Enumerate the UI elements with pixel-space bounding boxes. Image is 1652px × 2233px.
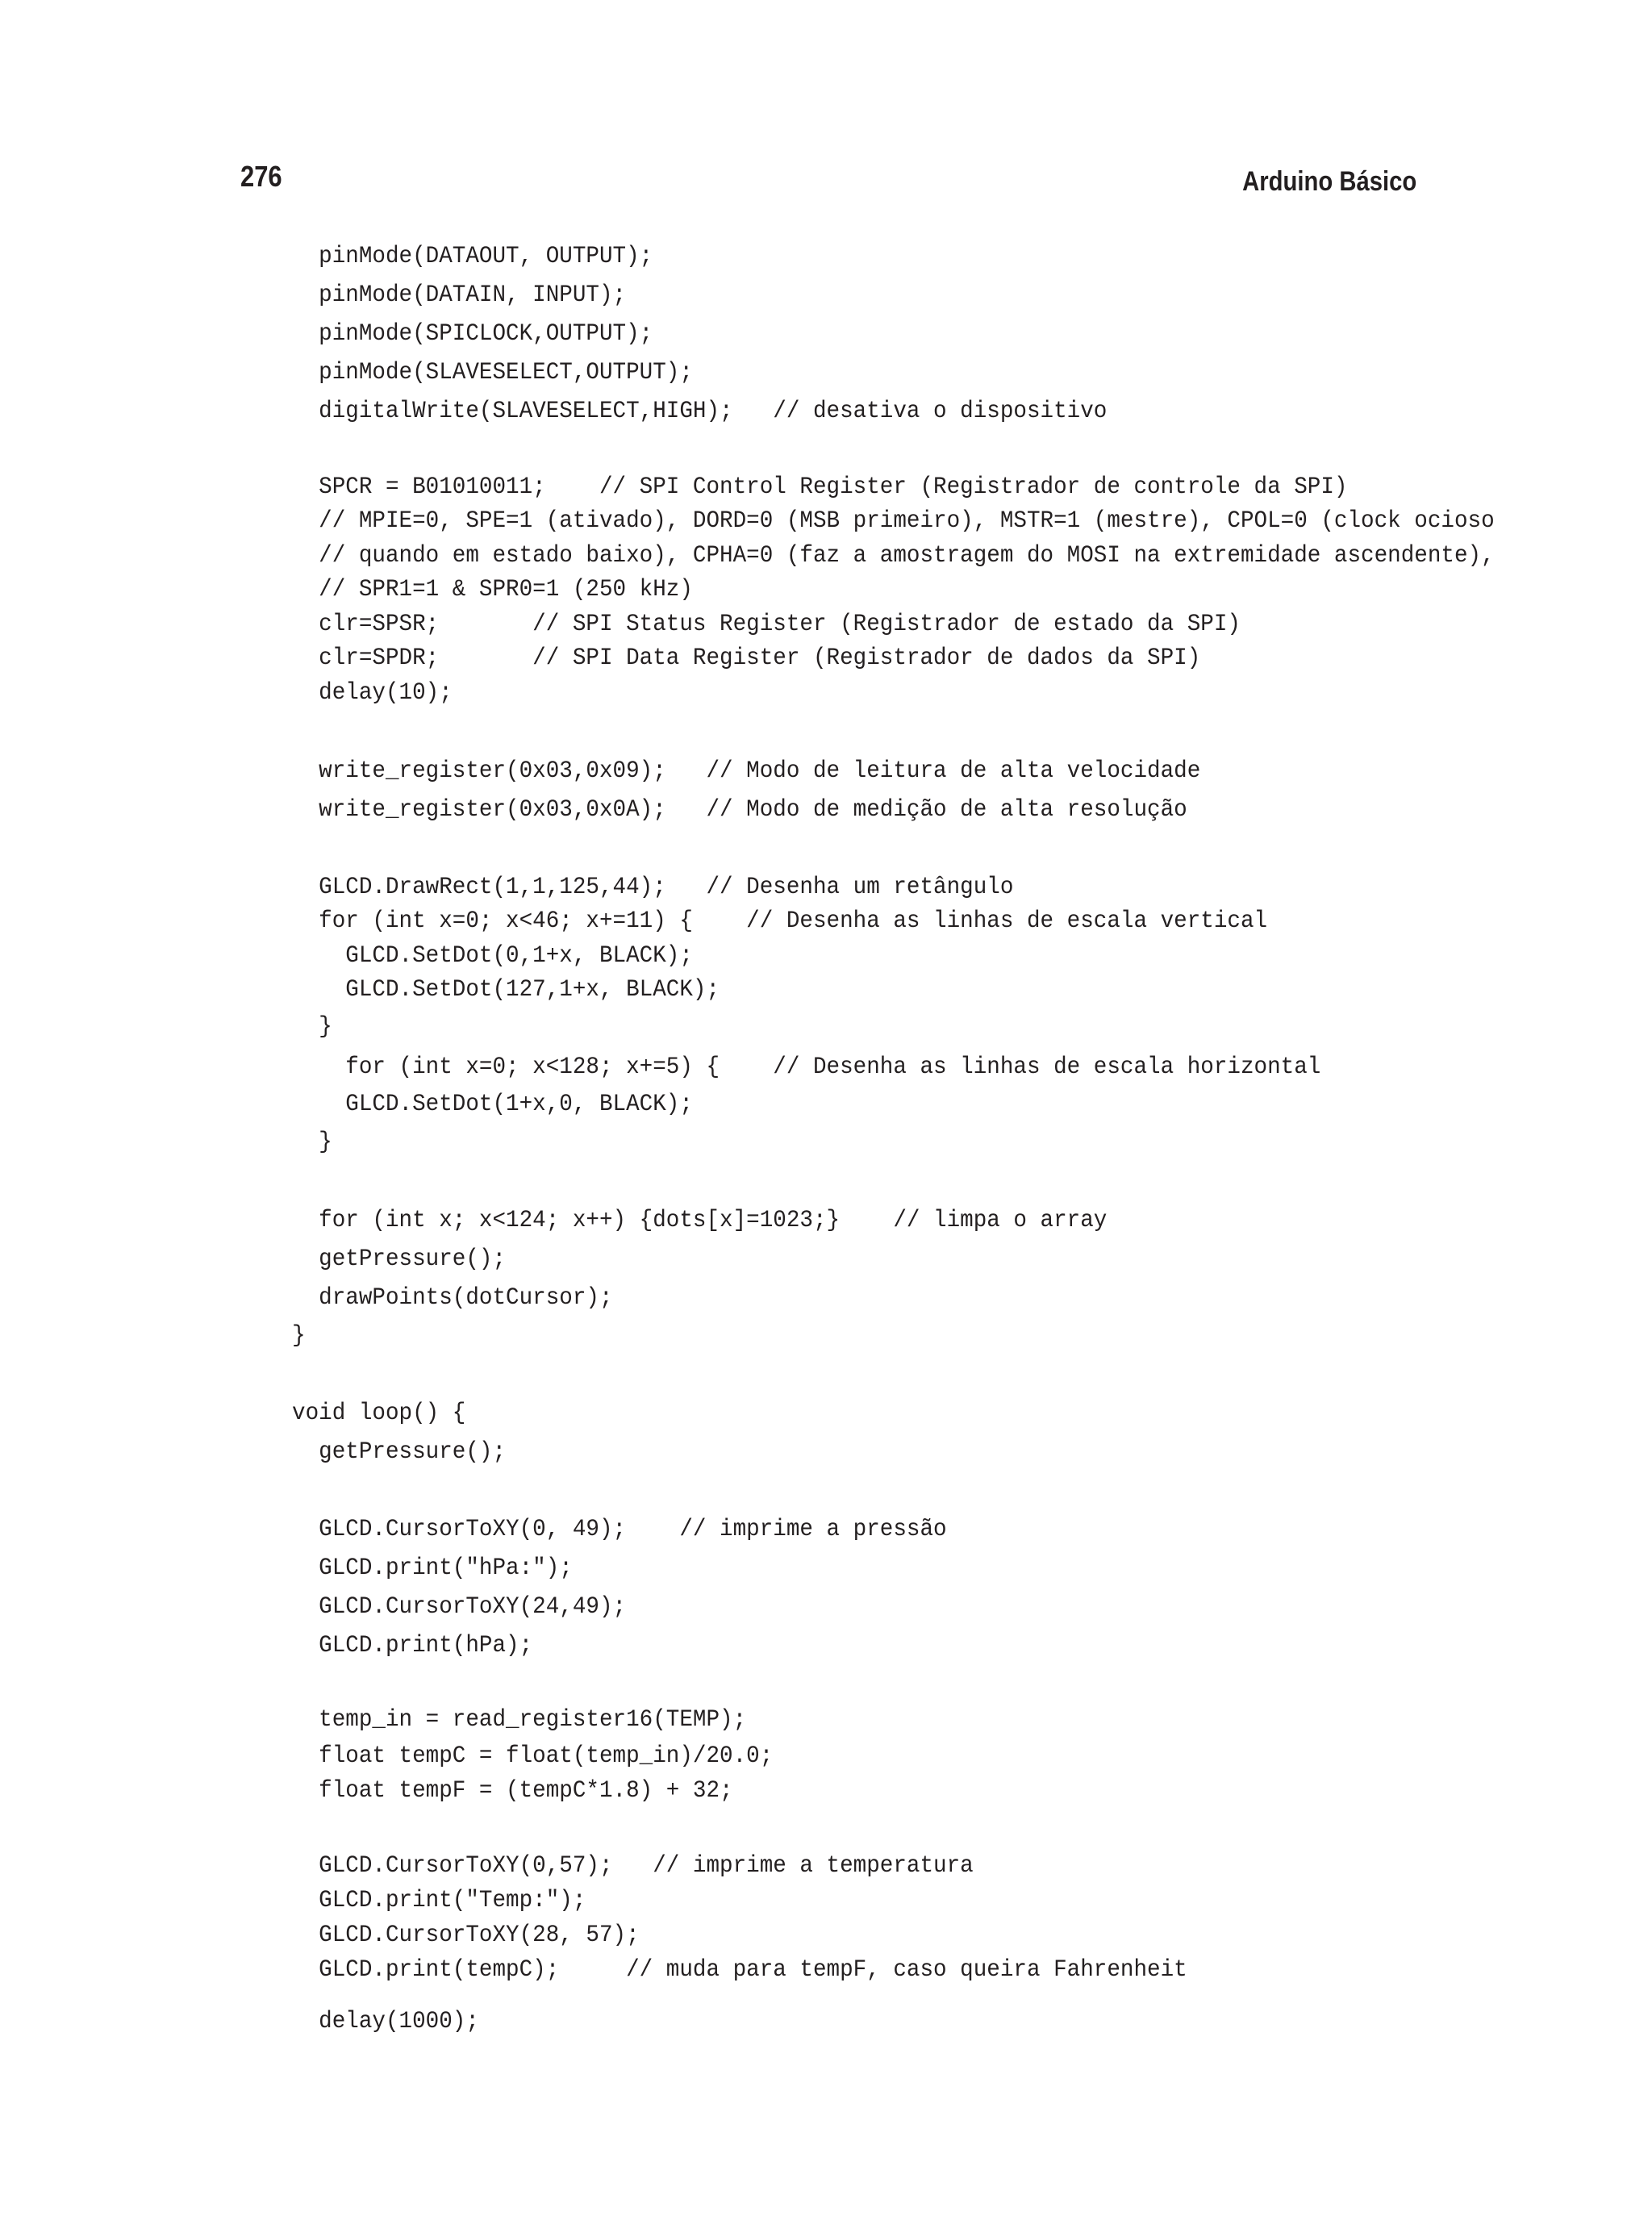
code-line: pinMode(DATAIN, INPUT); [292, 282, 627, 309]
code-line: void loop() { [292, 1400, 466, 1427]
code-line: float tempF = (tempC*1.8) + 32; [292, 1777, 733, 1805]
code-line: // MPIE=0, SPE=1 (ativado), DORD=0 (MSB primeiro), MSTR=1 (mestre), CPOL=0 (clock ocioso [292, 507, 1495, 535]
code-line: GLCD.CursorToXY(24,49); [292, 1593, 627, 1621]
code-line: } [292, 1322, 306, 1350]
code-line: // quando em estado baixo), CPHA=0 (faz a amostragem do MOSI na extremidade ascendente), [292, 542, 1495, 570]
code-line: clr=SPDR; // SPI Data Register (Registrador de dados da SPI) [292, 645, 1201, 672]
code-line: clr=SPSR; // SPI Status Register (Registrador de estado da SPI) [292, 611, 1241, 638]
code-line: SPCR = B01010011; // SPI Control Register (Registrador de controle da SPI) [292, 474, 1348, 501]
code-line: delay(1000); [292, 2008, 479, 2035]
code-line: } [292, 1013, 332, 1041]
code-line: GLCD.SetDot(127,1+x, BLACK); [292, 976, 720, 1004]
code-line: getPressure(); [292, 1438, 507, 1466]
code-line: GLCD.SetDot(0,1+x, BLACK); [292, 942, 693, 970]
code-line: // SPR1=1 & SPR0=1 (250 kHz) [292, 576, 693, 603]
code-line: for (int x=0; x<46; x+=11) { // Desenha as linhas de escala vertical [292, 908, 1268, 935]
running-head-title: Arduino Básico [1241, 166, 1416, 197]
code-line: GLCD.print("Temp:"); [292, 1887, 586, 1914]
code-line: GLCD.print("hPa:"); [292, 1555, 573, 1582]
code-line: GLCD.SetDot(1+x,0, BLACK); [292, 1091, 693, 1118]
code-line: float tempC = float(temp_in)/20.0; [292, 1743, 774, 1770]
code-line: GLCD.print(tempC); // muda para tempF, caso queira Fahrenheit [292, 1956, 1187, 1984]
code-line: drawPoints(dotCursor); [292, 1284, 613, 1312]
page-number: 276 [240, 160, 282, 193]
code-line: pinMode(DATAOUT, OUTPUT); [292, 243, 653, 270]
code-line: temp_in = read_register16(TEMP); [292, 1706, 747, 1734]
code-line: delay(10); [292, 679, 453, 707]
code-line: write_register(0x03,0x0A); // Modo de medição de alta resolução [292, 796, 1187, 824]
code-line: pinMode(SPICLOCK,OUTPUT); [292, 320, 653, 348]
code-line: GLCD.CursorToXY(0,57); // imprime a temperatura [292, 1852, 974, 1880]
code-line: pinMode(SLAVESELECT,OUTPUT); [292, 359, 693, 386]
code-line: for (int x=0; x<128; x+=5) { // Desenha as linhas de escala horizontal [292, 1054, 1321, 1081]
code-line: } [292, 1129, 332, 1156]
code-line: write_register(0x03,0x09); // Modo de leitura de alta velocidade [292, 758, 1201, 785]
code-line: GLCD.CursorToXY(28, 57); [292, 1922, 640, 1949]
code-line: digitalWrite(SLAVESELECT,HIGH); // desativa o dispositivo [292, 398, 1108, 425]
code-line: for (int x; x<124; x++) {dots[x]=1023;} // limpa o array [292, 1207, 1108, 1234]
code-line: GLCD.CursorToXY(0, 49); // imprime a pressão [292, 1516, 947, 1543]
code-line: GLCD.DrawRect(1,1,125,44); // Desenha um retângulo [292, 874, 1014, 901]
code-line: getPressure(); [292, 1246, 507, 1273]
code-line: GLCD.print(hPa); [292, 1632, 533, 1659]
